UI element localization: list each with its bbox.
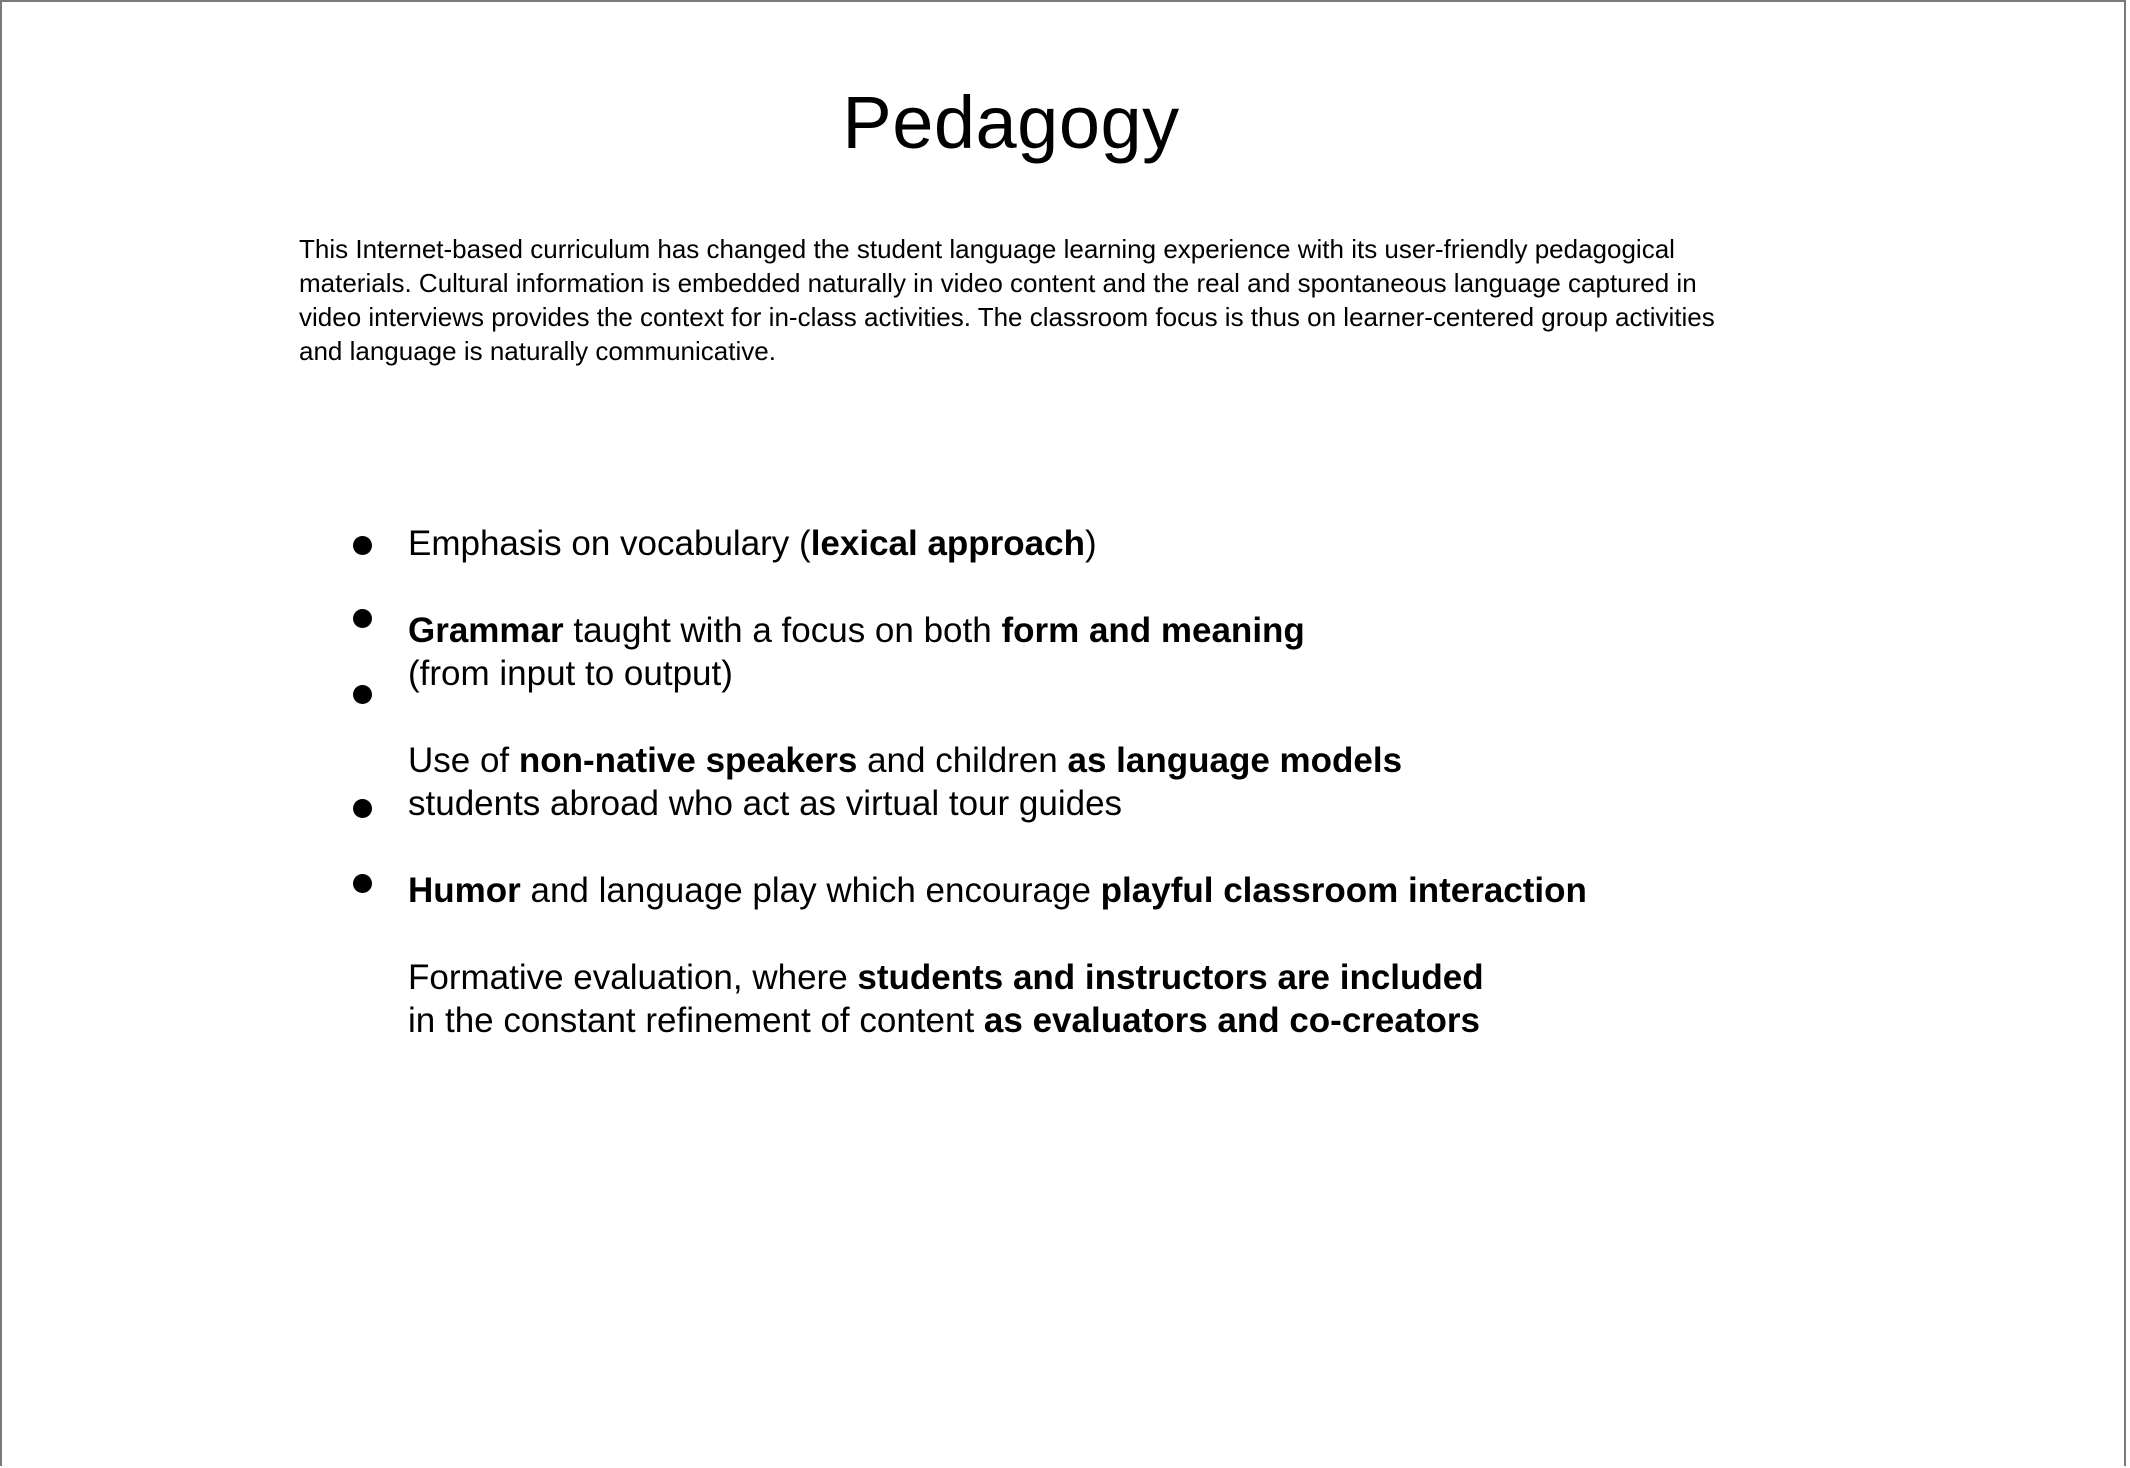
list-item-grammar-continued: (from input to output)	[408, 654, 733, 693]
list-item-evaluation: Formative evaluation, where students and instructors are included	[408, 958, 1484, 997]
bullet-5	[353, 874, 372, 893]
page-title: Pedagogy	[842, 81, 1180, 164]
list-item-speakers-continued: students abroad who act as virtual tour guides	[408, 784, 1123, 823]
list-item-vocabulary: Emphasis on vocabulary (lexical approach)	[408, 524, 1097, 563]
bullet-1	[353, 536, 372, 555]
list-item-grammar: Grammar taught with a focus on both form and meaning	[408, 611, 1305, 650]
bullet-3	[353, 685, 372, 704]
bullet-2	[353, 609, 372, 628]
list-item-humor: Humor and language play which encourage playful classroom interaction	[408, 871, 1587, 910]
list-item-evaluation-continued: in the constant refinement of content as evaluators and co-creators	[408, 1001, 1480, 1040]
intro-paragraph: This Internet-based curriculum has changed the student language learning experience with its user-friendly pedagogical materials. Cultural information is embedded naturally in video content and the real and spontaneous language captured in video interviews provides the context for in-class activities. The classroom focus is thus on learner-centered group activities and language is naturally communicative.	[299, 234, 1715, 366]
bullet-4	[353, 799, 372, 818]
list-item-speakers: Use of non-native speakers and children as language models	[408, 741, 1403, 780]
